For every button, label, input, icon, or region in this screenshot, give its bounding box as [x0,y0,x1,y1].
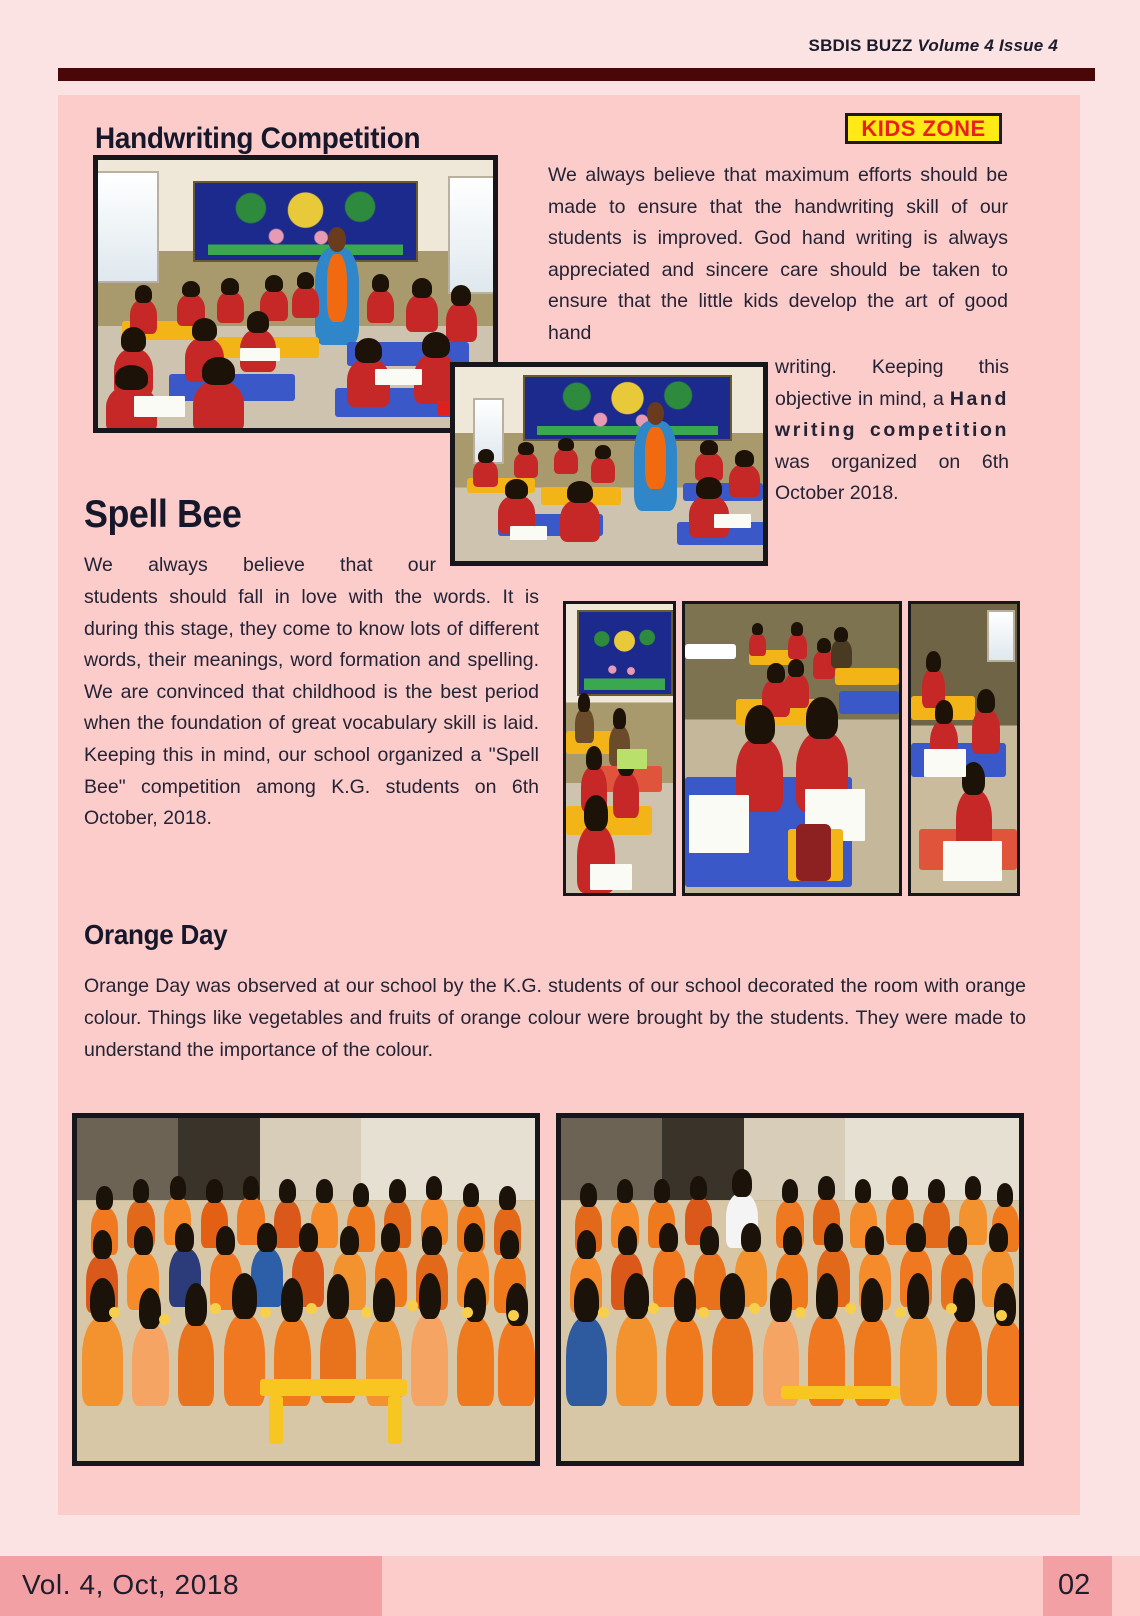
volume-issue-label: Volume 4 Issue 4 [917,36,1058,55]
photo-handwriting-classroom-teacher [450,362,768,566]
page-footer [0,1556,1140,1616]
photo-orangeday-group-left [72,1113,540,1466]
handwriting-paragraph-bottom [775,352,1009,510]
photo-orangeday-group-right [556,1113,1024,1466]
orangeday-paragraph: Orange Day was observed at our school by the K.G. students of our school decorated the room with orange colour. Things like vegetables and fruits of orange colour were brought by the students. They were made to understand the importance of the colour. [84,975,1026,1061]
handwriting-heading: Handwriting Competition [95,122,421,155]
handwriting-para-tail: was organized on 6th October 2018. [775,450,1009,505]
footer-page-number: 02 [1058,1569,1091,1601]
photo-handwriting-classroom-wide [93,155,498,433]
header-rule [58,68,1095,81]
photo-spellbee-center [682,601,902,896]
masthead [0,36,1100,56]
kids-zone-badge: KIDS ZONE [845,113,1002,144]
handwriting-para-emphasis: Hand writing competition [775,387,1009,442]
handwriting-para-lead: writing. Keeping this objective in mind, a [775,356,1009,410]
photo-spellbee-left [563,601,676,896]
spellbee-paragraph-lead: We always believe that our [84,554,436,576]
publication-title: SBDIS BUZZ [808,36,913,55]
spellbee-heading: Spell Bee [84,493,242,536]
handwriting-paragraph-top: We always believe that maximum efforts should be made to ensure that the handwriting skill of our students is improved. God hand writing is always appreciated and sincere care should be taken to ensure that the little kids develop the art of good hand [548,164,1008,344]
footer-volume-date: Vol. 4, Oct, 2018 [22,1569,240,1600]
spellbee-paragraph: students should fall in love with the words. It is during this stage, they come to know lots of different words, their meanings, word formation and spelling. We are convinced that childhood is the best period when the foundation of great vocabulary skill is laid. Keeping this in mind, our school organized a "Spell Bee" competition among K.G. students on 6th October, 2018. [84,586,539,830]
orangeday-heading: Orange Day [84,919,228,950]
photo-spellbee-right [908,601,1020,896]
